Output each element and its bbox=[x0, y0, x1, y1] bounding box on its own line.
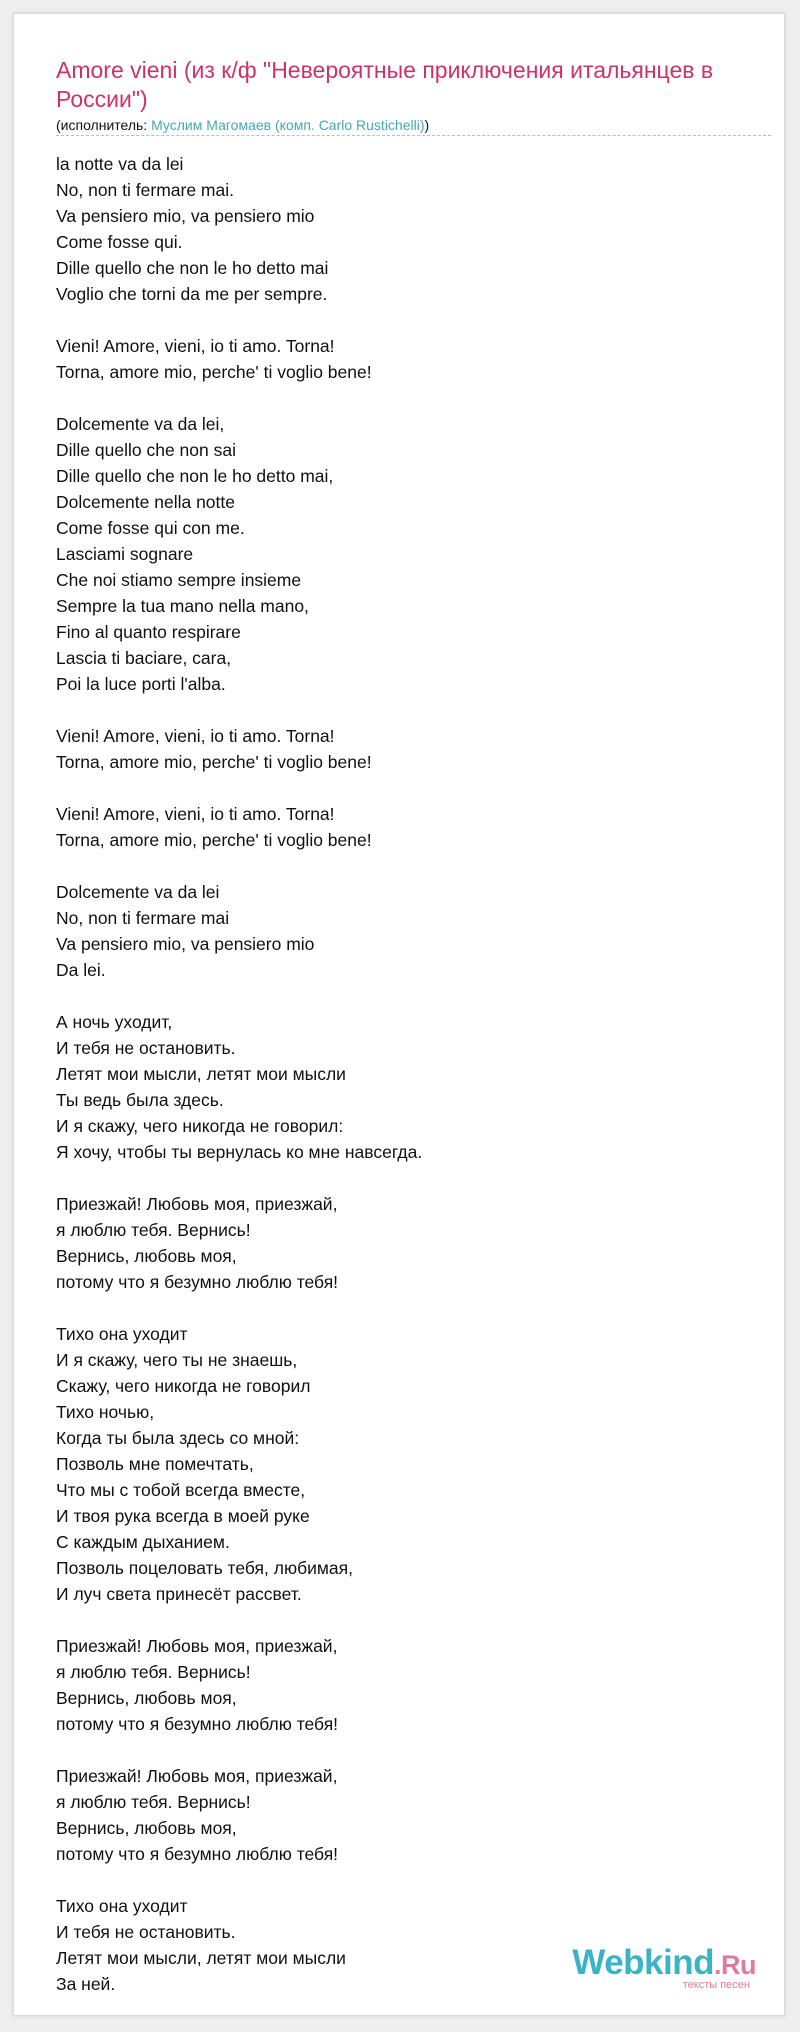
lyric-line: Vieni! Amore, vieni, io ti amo. Torna! bbox=[56, 804, 335, 824]
lyric-line: Что мы с тобой всегда вместе, bbox=[56, 1480, 306, 1500]
lyric-line: Я хочу, чтобы ты вернулась ко мне навсегда. bbox=[56, 1142, 423, 1162]
lyrics-stanza bbox=[56, 411, 756, 697]
lyric-line: Lasciami sognare bbox=[56, 544, 194, 564]
lyric-line: А ночь уходит, bbox=[56, 1012, 173, 1032]
lyric-line: Летят мои мысли, летят мои мысли bbox=[56, 1948, 346, 1968]
lyric-line: No, non ti fermare mai. bbox=[56, 180, 234, 200]
logo-name: Webkind bbox=[572, 1943, 714, 1982]
lyrics-stanza bbox=[56, 151, 756, 307]
lyric-line: Vieni! Amore, vieni, io ti amo. Torna! bbox=[56, 336, 335, 356]
lyric-line: Vieni! Amore, vieni, io ti amo. Torna! bbox=[56, 726, 335, 746]
lyric-line: Fino al quanto respirare bbox=[56, 622, 241, 642]
lyric-line: Come fosse qui. bbox=[56, 232, 183, 252]
lyric-line: No, non ti fermare mai bbox=[56, 908, 230, 928]
lyric-line: я люблю тебя. Вернись! bbox=[56, 1662, 251, 1682]
lyric-line: Летят мои мысли, летят мои мысли bbox=[56, 1064, 346, 1084]
lyric-line: И луч света принесёт рассвет. bbox=[56, 1584, 302, 1604]
lyrics-stanza bbox=[56, 879, 756, 983]
lyric-line: И тебя не остановить. bbox=[56, 1038, 236, 1058]
lyric-line: Dille quello che non sai bbox=[56, 440, 236, 460]
lyric-line: Poi la luce porti l'alba. bbox=[56, 674, 226, 694]
lyric-line: Da lei. bbox=[56, 960, 106, 980]
lyric-line: потому что я безумно люблю тебя! bbox=[56, 1844, 339, 1864]
logo-tagline: тексты песен bbox=[682, 1979, 750, 1991]
lyric-line: Dille quello che non le ho detto mai bbox=[56, 258, 329, 278]
lyric-line: Come fosse qui con me. bbox=[56, 518, 245, 538]
lyric-line: Приезжай! Любовь моя, приезжай, bbox=[56, 1636, 338, 1656]
lyric-line: Dolcemente nella notte bbox=[56, 492, 235, 512]
lyric-line: Вернись, любовь моя, bbox=[56, 1818, 237, 1838]
lyric-line: Torna, amore mio, perche' ti voglio bene! bbox=[56, 830, 372, 850]
lyric-line: Dolcemente va da lei, bbox=[56, 414, 225, 434]
lyric-line: Lascia ti baciare, cara, bbox=[56, 648, 232, 668]
lyric-line: Позволь мне помечтать, bbox=[56, 1454, 254, 1474]
artist-byline bbox=[56, 116, 429, 134]
lyric-line: Dille quello che non le ho detto mai, bbox=[56, 466, 334, 486]
lyrics-stanza bbox=[56, 1633, 756, 1737]
lyric-line: И тебя не остановить. bbox=[56, 1922, 236, 1942]
logo-domain: .Ru bbox=[714, 1950, 756, 1980]
webkind-logo[interactable] bbox=[556, 1943, 756, 1993]
lyric-line: Torna, amore mio, perche' ti voglio bene! bbox=[56, 362, 372, 382]
lyric-line: Torna, amore mio, perche' ti voglio bene! bbox=[56, 752, 372, 772]
lyric-line: Тихо она уходит bbox=[56, 1896, 188, 1916]
lyric-line: Тихо ночью, bbox=[56, 1402, 155, 1422]
lyric-line: И я скажу, чего никогда не говорил: bbox=[56, 1116, 344, 1136]
lyrics-stanza bbox=[56, 1009, 756, 1165]
lyric-line: la notte va da lei bbox=[56, 154, 184, 174]
lyrics-stanza bbox=[56, 1763, 756, 1867]
lyric-line: Тихо она уходит bbox=[56, 1324, 188, 1344]
lyrics-stanza bbox=[56, 333, 756, 385]
artist-link[interactable]: Муслим Магомаев (комп. Carlo Rustichelli) bbox=[151, 117, 425, 133]
lyric-line: Sempre la tua mano nella mano, bbox=[56, 596, 309, 616]
lyric-line: Вернись, любовь моя, bbox=[56, 1688, 237, 1708]
lyric-line: Вернись, любовь моя, bbox=[56, 1246, 237, 1266]
lyric-line: И твоя рука всегда в моей руке bbox=[56, 1506, 310, 1526]
lyric-line: Va pensiero mio, va pensiero mio bbox=[56, 206, 315, 226]
song-title: Amore vieni (из к/ф "Невероятные приключения итальянцев в России") bbox=[56, 57, 714, 112]
byline-suffix: ) bbox=[424, 117, 430, 133]
lyrics-card bbox=[13, 13, 785, 2016]
lyric-line: Позволь поцеловать тебя, любимая, bbox=[56, 1558, 353, 1578]
lyric-line: я люблю тебя. Вернись! bbox=[56, 1220, 251, 1240]
lyric-line: Приезжай! Любовь моя, приезжай, bbox=[56, 1194, 338, 1214]
lyric-line: потому что я безумно люблю тебя! bbox=[56, 1272, 339, 1292]
lyrics-stanza bbox=[56, 1191, 756, 1295]
title-divider bbox=[56, 135, 771, 136]
lyric-line: Va pensiero mio, va pensiero mio bbox=[56, 934, 315, 954]
lyrics-stanza bbox=[56, 1321, 756, 1607]
lyric-line: Скажу, чего никогда не говорил bbox=[56, 1376, 311, 1396]
lyric-line: И я скажу, чего ты не знаешь, bbox=[56, 1350, 298, 1370]
lyric-line: За ней. bbox=[56, 1974, 116, 1994]
byline-prefix: (исполнитель: bbox=[56, 117, 152, 133]
lyric-line: я люблю тебя. Вернись! bbox=[56, 1792, 251, 1812]
lyric-line: С каждым дыханием. bbox=[56, 1532, 230, 1552]
lyric-line: Когда ты была здесь со мной: bbox=[56, 1428, 300, 1448]
lyric-line: Voglio che torni da me per sempre. bbox=[56, 284, 328, 304]
lyric-line: Ты ведь была здесь. bbox=[56, 1090, 224, 1110]
lyric-line: Che noi stiamo sempre insieme bbox=[56, 570, 302, 590]
lyric-line: Приезжай! Любовь моя, приезжай, bbox=[56, 1766, 338, 1786]
lyrics-stanza bbox=[56, 801, 756, 853]
lyric-line: потому что я безумно люблю тебя! bbox=[56, 1714, 339, 1734]
lyrics-stanza bbox=[56, 723, 756, 775]
lyrics-body bbox=[56, 151, 756, 1997]
lyric-line: Dolcemente va da lei bbox=[56, 882, 220, 902]
